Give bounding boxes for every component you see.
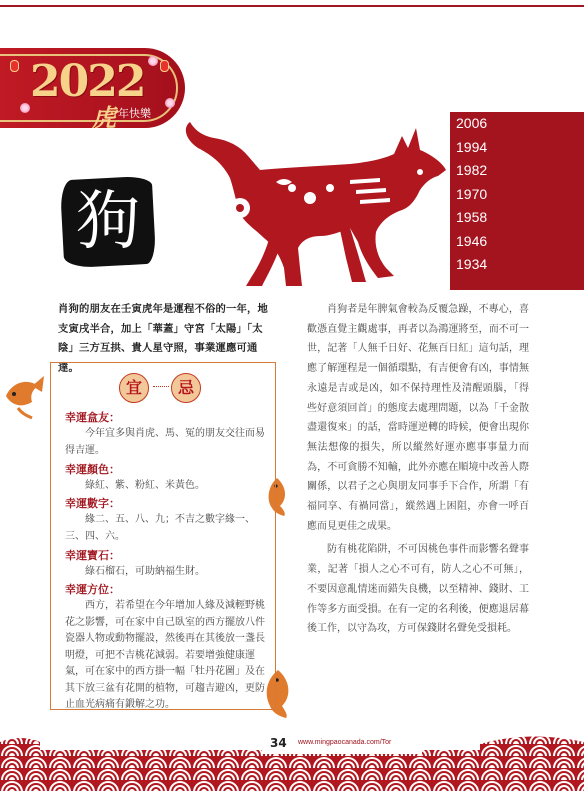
top-border xyxy=(0,0,584,8)
dog-papercut-image xyxy=(180,118,450,293)
section-heading: 幸運盒友： xyxy=(65,411,120,424)
intro-paragraph: 肖狗的朋友在壬寅虎年是運程不俗的一年，地支寅戌半合，加上「華蓋」守宮「太陽」「太陰」三方互拱、貴人星守照，事業運應可通達。 xyxy=(58,303,268,374)
section-body: 綠石榴石，可助納福生財。 xyxy=(85,566,205,577)
page-number: 34 xyxy=(270,736,287,750)
section-heading: 幸運顏色： xyxy=(65,463,120,476)
section-body: 綠紅、紫、粉紅、米黃色。 xyxy=(85,480,205,491)
body-paragraph: 肖狗者是年脾氣會較為反覆急躁，不專心，喜歡憑直覺主觀處事，再者以為鴻運將至，而不可一世，記著「人無千日好、花無百日紅」這句話，理應了解運程是一個循環點，有吉便會有凶，事情無永遠是吉或是凶，如不保持理性及清醒頭腦，「得些好意須回首」的態度去處理問題，以為「千金散盡還復來」的話，當時運逆轉的時候，便會出現你無法想像的損失，所以縱然好運亦應事事量力而為，不可貪勝不知輸，此外亦應在順境中改善人際關係，以君子之心與朋友同事手下合作，所謂「有福同享、有禍同當」，縱然遇上困阻，亦會一呼百應而見更佳之成果。 xyxy=(307,304,529,532)
year-item: 1982 xyxy=(456,162,488,178)
year-item: 2006 xyxy=(456,115,488,131)
badge-happy: 年快樂 xyxy=(118,107,151,120)
badge-year: 2022 xyxy=(30,56,145,107)
section-heading: 幸運數字： xyxy=(65,497,120,510)
year-item: 1946 xyxy=(456,232,488,249)
year-item: 1994 xyxy=(456,138,488,155)
yi-ji-box xyxy=(50,362,276,710)
year-badge xyxy=(0,48,185,128)
flower-icon xyxy=(148,56,158,66)
flower-icon xyxy=(20,103,30,113)
flower-icon xyxy=(165,98,175,108)
lantern-icon xyxy=(160,60,169,72)
yi-ji-title xyxy=(91,373,231,403)
year-item: 1934 xyxy=(456,256,488,272)
right-column xyxy=(307,300,529,643)
yi-label: 宜 xyxy=(119,373,149,403)
body-paragraph: 防有桃花陷阱，不可因桃色事件而影響名聲事業，記著「損人之心不可有，防人之心不可無」，不要因意亂情迷而錯失良機，以至精神、錢財、工作等多方面受損。在有一定的名利後，便應退居幕後工作，以守為攻，方可保錢財名聲免受損耗。 xyxy=(307,544,529,635)
year-item: 1958 xyxy=(456,209,488,225)
birth-years-list xyxy=(450,112,584,290)
badge-tiger-char: 虎 xyxy=(92,104,116,128)
year-item: 1970 xyxy=(456,185,488,202)
section-body: 今年宜多與肖虎、馬、冤的朋友交往而易得吉運。 xyxy=(65,428,265,456)
koi-fish-icon xyxy=(2,372,46,420)
zodiac-char-box xyxy=(62,178,154,266)
footer-wave-pattern xyxy=(0,720,584,791)
lantern-icon xyxy=(10,60,19,72)
ji-label: 忌 xyxy=(171,373,201,403)
section-heading: 幸運方位： xyxy=(65,583,120,596)
section-body: 緣二、五、八、九；不吉之數字緣一、三、四、六。 xyxy=(65,514,255,542)
zodiac-char: 狗 xyxy=(76,185,140,259)
section-heading: 幸運寶石： xyxy=(65,549,120,562)
footer-url: www.mingpaocanada.com/Tor xyxy=(298,739,392,746)
section-body: 西方，若希望在今年增加人緣及減輕野桃花之影響，可在家中自己臥室的西方擺放八件瓷器人物或動物擺設，然後再在其後放一盞長明燈，可把不吉桃花減弱。若要增強健康運氣，可在家中的西方掛一幅「牡丹花圖」及在其下放三盆有花開的植物，可趨吉避凶，更防止血光病痛有鍛解之功。 xyxy=(65,600,265,710)
